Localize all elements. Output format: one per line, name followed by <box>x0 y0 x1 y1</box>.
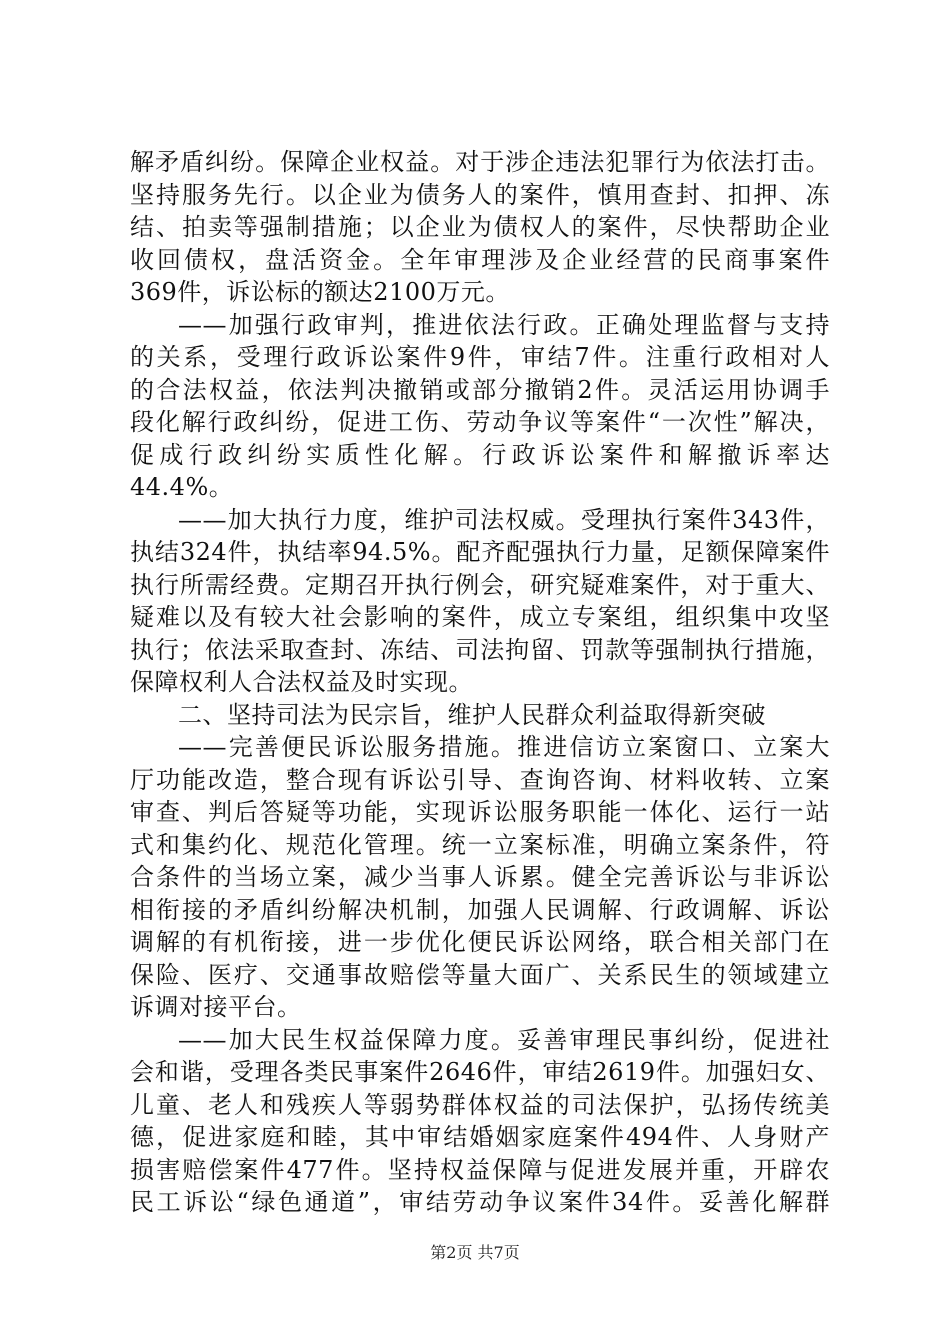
text-line: 民工诉讼“绿色通道”，审结劳动争议案件34件。妥善化解群 <box>130 1188 830 1216</box>
section-heading: 二、坚持司法为民宗旨，维护人民群众利益取得新突破 <box>178 700 766 729</box>
text-line: 德，促进家庭和睦，其中审结婚姻家庭案件494件、人身财产 <box>130 1123 830 1151</box>
document-body <box>130 146 830 1219</box>
text-line: 儿童、老人和残疾人等弱势群体权益的司法保护，弘扬传统美 <box>130 1090 830 1119</box>
text-line: 会和谐，受理各类民事案件2646件，审结2619件。加强妇女、 <box>130 1058 830 1086</box>
text-line: 坚持服务先行。以企业为债务人的案件，慎用查封、扣押、冻 <box>130 180 830 209</box>
text-line: 执行所需经费。定期召开执行例会，研究疑难案件，对于重大、 <box>130 570 830 599</box>
text-line: 的合法权益，依法判决撤销或部分撤销2件。灵活运用协调手 <box>130 375 830 404</box>
text-line: ——加大民生权益保障力度。妥善审理民事纠纷，促进社 <box>178 1025 830 1054</box>
text-line: 结、拍卖等强制措施；以企业为债权人的案件，尽快帮助企业 <box>130 213 830 241</box>
text-line: 的关系，受理行政诉讼案件9件，审结7件。注重行政相对人 <box>130 343 830 371</box>
text-line: 执结324件，执结率94.5%。配齐配强执行力量，足额保障案件 <box>130 538 830 566</box>
text-line: 解矛盾纠纷。保障企业权益。对于涉企违法犯罪行为依法打击。 <box>130 148 830 176</box>
text-line: 44.4%。 <box>130 473 234 501</box>
text-line: ——加强行政审判，推进依法行政。正确处理监督与支持 <box>178 310 830 339</box>
text-line: 合条件的当场立案，减少当事人诉累。健全完善诉讼与非诉讼 <box>130 863 830 891</box>
text-line: 收回债权，盘活资金。全年审理涉及企业经营的民商事案件 <box>130 245 830 274</box>
text-line: 调解的有机衔接，进一步优化便民诉讼网络，联合相关部门在 <box>130 928 830 956</box>
text-line: 369件，诉讼标的额达2100万元。 <box>130 278 510 306</box>
page-number: 第2页 共7页 <box>430 1243 520 1262</box>
text-line: 段化解行政纠纷，促进工伤、劳动争议等案件“一次性”解决， <box>130 408 830 436</box>
text-line: ——加大执行力度，维护司法权威。受理执行案件343件， <box>178 505 830 534</box>
text-line: 保险、医疗、交通事故赔偿等量大面广、关系民生的领域建立 <box>130 960 830 989</box>
text-line: 审查、判后答疑等功能，实现诉讼服务职能一体化、运行一站 <box>130 798 830 826</box>
text-line: ——完善便民诉讼服务措施。推进信访立案窗口、立案大 <box>178 733 830 761</box>
text-line: 诉调对接平台。 <box>130 993 302 1021</box>
text-line: 保障权利人合法权益及时实现。 <box>130 668 473 696</box>
text-line: 式和集约化、规范化管理。统一立案标准，明确立案条件，符 <box>130 830 830 859</box>
text-line: 损害赔偿案件477件。坚持权益保障与促进发展并重，开辟农 <box>130 1155 830 1184</box>
text-line: 疑难以及有较大社会影响的案件，成立专案组，组织集中攻坚 <box>130 603 830 631</box>
text-line: 厅功能改造，整合现有诉讼引导、查询咨询、材料收转、立案 <box>130 765 830 794</box>
text-line: 相衔接的矛盾纠纷解决机制，加强人民调解、行政调解、诉讼 <box>130 895 830 924</box>
text-line: 促成行政纠纷实质性化解。行政诉讼案件和解撤诉率达 <box>130 440 830 469</box>
text-line: 执行；依法采取查封、冻结、司法拘留、罚款等强制执行措施， <box>130 635 830 664</box>
